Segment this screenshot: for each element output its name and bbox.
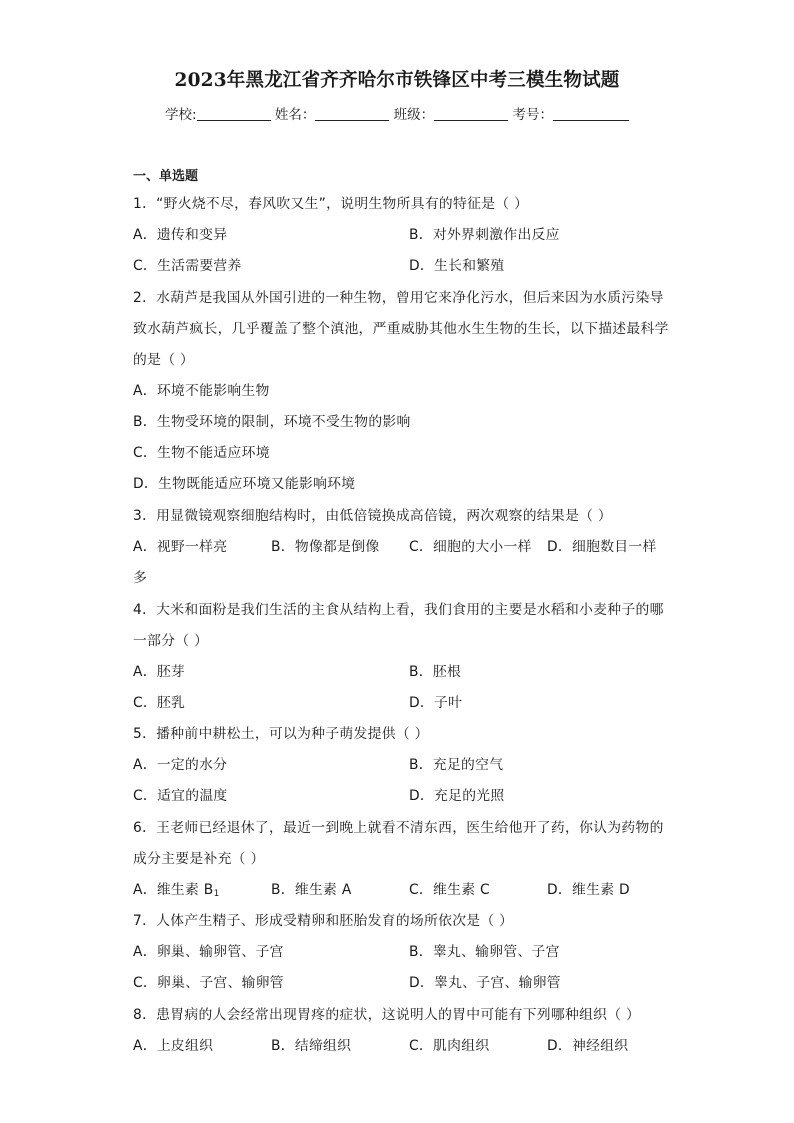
question-4-stem-line-2: 一部分（ ） xyxy=(133,633,209,649)
question-1-option-d: D．生长和繁殖 xyxy=(409,258,505,274)
question-6-option-a-text: A．维生素 B xyxy=(133,882,214,898)
question-5-option-c: C．适宜的温度 xyxy=(133,788,228,804)
question-3-stem: 3．用显微镜观察细胞结构时，由低倍镜换成高倍镜，两次观察的结果是（ ） xyxy=(133,508,612,524)
question-7-stem: 7．人体产生精子、形成受精卵和胚胎发育的场所依次是（ ） xyxy=(133,913,514,929)
exam-number-label: 考号： xyxy=(512,107,553,123)
question-6-stem-line-1: 6．王老师已经退休了，最近一到晚上就看不清东西，医生给他开了药，你认为药物的 xyxy=(133,820,664,836)
question-3-option-b: B．物像都是倒像 xyxy=(271,539,380,555)
question-6-option-c: C．维生素 C xyxy=(409,882,490,898)
question-2-option-d: D．生物既能适应环境又能影响环境 xyxy=(133,476,356,492)
student-info-row xyxy=(165,103,629,123)
question-3-option-d-continued: 多 xyxy=(133,570,148,586)
question-4-option-a: A．胚芽 xyxy=(133,664,186,680)
question-5-option-a: A．一定的水分 xyxy=(133,757,228,773)
question-6-option-b: B．维生素 A xyxy=(271,882,352,898)
question-3-option-a: A．视野一样亮 xyxy=(133,539,228,555)
question-7-option-c: C．卵巢、子宫、输卵管 xyxy=(133,975,284,991)
question-8-option-a: A．上皮组织 xyxy=(133,1038,214,1054)
question-7-option-a: A．卵巢、输卵管、子宫 xyxy=(133,944,284,960)
question-1-option-b: B．对外界刺激作出反应 xyxy=(409,227,560,243)
question-3-option-d: D．细胞数目一样 xyxy=(547,539,657,555)
page-title: 2023年黑龙江省齐齐哈尔市铁锋区中考三模生物试题 xyxy=(174,70,620,91)
question-6-option-d: D．维生素 D xyxy=(547,882,630,898)
question-6-stem-line-2: 成分主要是补充（ ） xyxy=(133,851,265,867)
section-heading: 一、单选题 xyxy=(133,169,199,184)
question-8-option-b: B．结缔组织 xyxy=(271,1038,352,1054)
question-8-option-d: D．神经组织 xyxy=(547,1038,629,1054)
question-4-option-b: B．胚根 xyxy=(409,664,462,680)
question-2-stem-line-1: 2．水葫芦是我国从外国引进的一种生物，曾用它来净化污水，但后来因为水质污染导 xyxy=(133,290,664,306)
school-blank xyxy=(197,106,271,121)
class-label: 班级： xyxy=(393,107,435,123)
question-2-option-c: C．生物不能适应环境 xyxy=(133,445,270,461)
question-1-option-a: A．遗传和变异 xyxy=(133,227,228,243)
question-2-option-b: B．生物受环境的限制，环境不受生物的影响 xyxy=(133,414,411,430)
question-5-option-b: B．充足的空气 xyxy=(409,757,504,773)
question-5-option-d: D．充足的光照 xyxy=(409,788,505,804)
class-blank xyxy=(434,106,508,121)
question-4-option-d: D．子叶 xyxy=(409,695,463,711)
question-4-stem-line-1: 4．大米和面粉是我们生活的主食从结构上看，我们食用的主要是水稻和小麦种子的哪 xyxy=(133,602,664,618)
question-2-option-a: A．环境不能影响生物 xyxy=(133,383,270,399)
name-label: 姓名： xyxy=(274,107,316,123)
question-8-option-c: C．肌肉组织 xyxy=(409,1038,490,1054)
question-8-stem: 8．患胃病的人会经常出现胃疼的症状，这说明人的胃中可能有下列哪种组织（ ） xyxy=(133,1007,641,1023)
question-1-stem: 1．“野火烧不尽，春风吹又生”，说明生物所具有的特征是（ ） xyxy=(133,196,529,212)
question-3-option-c: C．细胞的大小一样 xyxy=(409,539,532,555)
question-1-option-c: C．生活需要营养 xyxy=(133,258,242,274)
question-2-stem-line-2: 致水葫芦疯长，几乎覆盖了整个滇池，严重威胁其他水生生物的生长，以下描述最科学 xyxy=(133,321,669,337)
question-5-stem: 5．播种前中耕松土，可以为种子萌发提供（ ） xyxy=(133,726,429,742)
exam-number-blank xyxy=(553,106,629,121)
question-6-option-a-subscript: 1 xyxy=(213,889,220,899)
school-label: 学校: xyxy=(165,107,197,123)
name-blank xyxy=(315,106,389,121)
question-7-option-b: B．睾丸、输卵管、子宫 xyxy=(409,944,560,960)
question-7-option-d: D．睾丸、子宫、输卵管 xyxy=(409,975,561,991)
question-2-stem-line-3: 的是（ ） xyxy=(133,352,195,368)
question-4-option-c: C．胚乳 xyxy=(133,695,186,711)
question-6-option-a xyxy=(133,878,220,899)
